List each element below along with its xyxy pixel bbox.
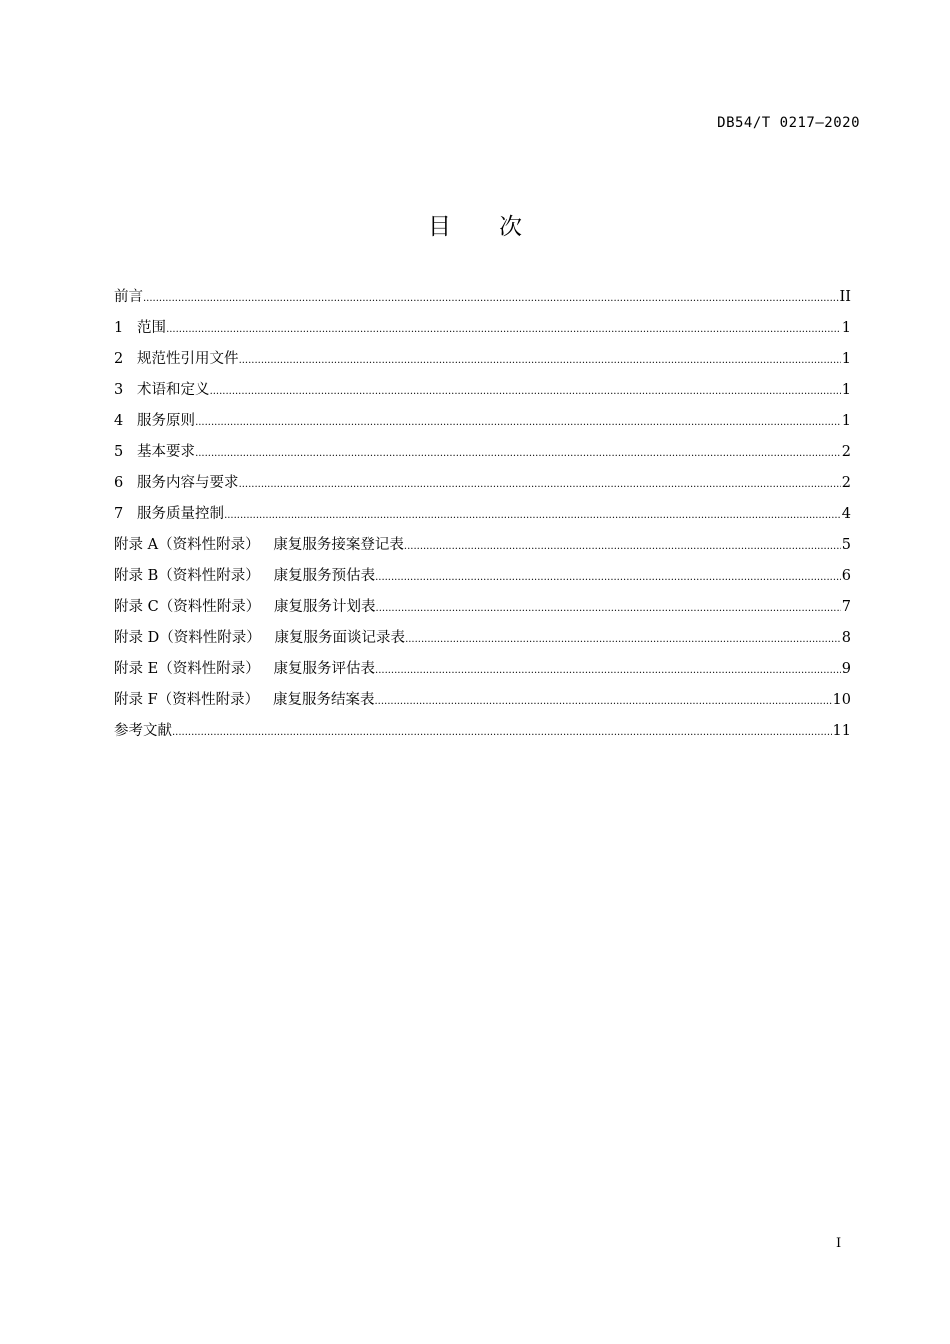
toc-entry-label: 2 规范性引用文件 <box>114 351 239 367</box>
toc-entry-label: 6 服务内容与要求 <box>114 475 239 491</box>
toc-entry-page: 11 <box>832 723 851 739</box>
toc-leader-dots <box>166 317 841 341</box>
toc-leader-dots <box>404 534 841 558</box>
toc-entry-label: 附录 A（资料性附录） 康复服务接案登记表 <box>114 537 404 553</box>
toc-leader-dots <box>375 689 832 713</box>
toc-entry-label: 4 服务原则 <box>114 413 196 429</box>
toc-list <box>114 286 851 751</box>
toc-entry-appendix-b[interactable] <box>114 565 851 596</box>
toc-leader-dots <box>375 565 841 589</box>
toc-leader-dots <box>375 658 841 682</box>
toc-entry-label: 3 术语和定义 <box>114 382 210 398</box>
toc-title-part1: 目 <box>428 214 451 240</box>
toc-entry-service-principles[interactable] <box>114 410 851 441</box>
toc-entry-bibliography[interactable] <box>114 720 851 751</box>
toc-entry-page: 9 <box>841 661 851 677</box>
toc-entry-page: 7 <box>841 599 851 615</box>
toc-entry-page: 5 <box>841 537 851 553</box>
toc-entry-foreword[interactable] <box>114 286 851 317</box>
toc-leader-dots <box>172 720 832 744</box>
toc-entry-page: 2 <box>841 475 851 491</box>
toc-entry-label: 5 基本要求 <box>114 444 196 460</box>
toc-entry-appendix-d[interactable] <box>114 627 851 658</box>
toc-entry-label: 附录 B（资料性附录） 康复服务预估表 <box>114 568 376 584</box>
toc-entry-appendix-a[interactable] <box>114 534 851 565</box>
toc-entry-page: 4 <box>841 506 851 522</box>
toc-leader-dots <box>195 410 841 434</box>
toc-entry-label: 前言 <box>114 289 143 305</box>
toc-entry-page: 6 <box>841 568 851 584</box>
toc-leader-dots <box>239 472 841 496</box>
toc-leader-dots <box>376 596 841 620</box>
toc-entry-appendix-e[interactable] <box>114 658 851 689</box>
toc-entry-label: 附录 F（资料性附录） 康复服务结案表 <box>114 692 375 708</box>
document-code: DB54/T 0217—2020 <box>717 115 860 131</box>
toc-entry-scope[interactable] <box>114 317 851 348</box>
toc-entry-appendix-c[interactable] <box>114 596 851 627</box>
toc-entry-label: 附录 D（资料性附录） 康复服务面谈记录表 <box>114 630 406 646</box>
toc-entry-page: 1 <box>841 320 851 336</box>
toc-entry-appendix-f[interactable] <box>114 689 851 720</box>
toc-entry-page: 1 <box>841 382 851 398</box>
toc-entry-basic-requirements[interactable] <box>114 441 851 472</box>
toc-entry-page: 1 <box>841 351 851 367</box>
toc-entry-normative-references[interactable] <box>114 348 851 379</box>
toc-leader-dots <box>210 379 841 403</box>
toc-entry-quality-control[interactable] <box>114 503 851 534</box>
toc-entry-page: 10 <box>832 692 851 708</box>
toc-entry-page: 1 <box>841 413 851 429</box>
toc-leader-dots <box>239 348 841 372</box>
toc-entry-page: 8 <box>841 630 851 646</box>
toc-title-part2: 次 <box>499 214 522 240</box>
toc-entry-label: 附录 C（资料性附录） 康复服务计划表 <box>114 599 376 615</box>
toc-entry-label: 附录 E（资料性附录） 康复服务评估表 <box>114 661 376 677</box>
toc-leader-dots <box>405 627 841 651</box>
toc-title <box>0 208 950 241</box>
toc-entry-label: 1 范围 <box>114 320 167 336</box>
toc-entry-label: 参考文献 <box>114 723 172 739</box>
toc-leader-dots <box>224 503 841 527</box>
toc-entry-page: 2 <box>841 444 851 460</box>
toc-leader-dots <box>195 441 841 465</box>
toc-entry-service-content[interactable] <box>114 472 851 503</box>
toc-entry-terms-definitions[interactable] <box>114 379 851 410</box>
toc-entry-label: 7 服务质量控制 <box>114 506 225 522</box>
toc-entry-page: II <box>839 289 851 305</box>
page-number: I <box>836 1236 842 1251</box>
toc-leader-dots <box>143 286 839 310</box>
